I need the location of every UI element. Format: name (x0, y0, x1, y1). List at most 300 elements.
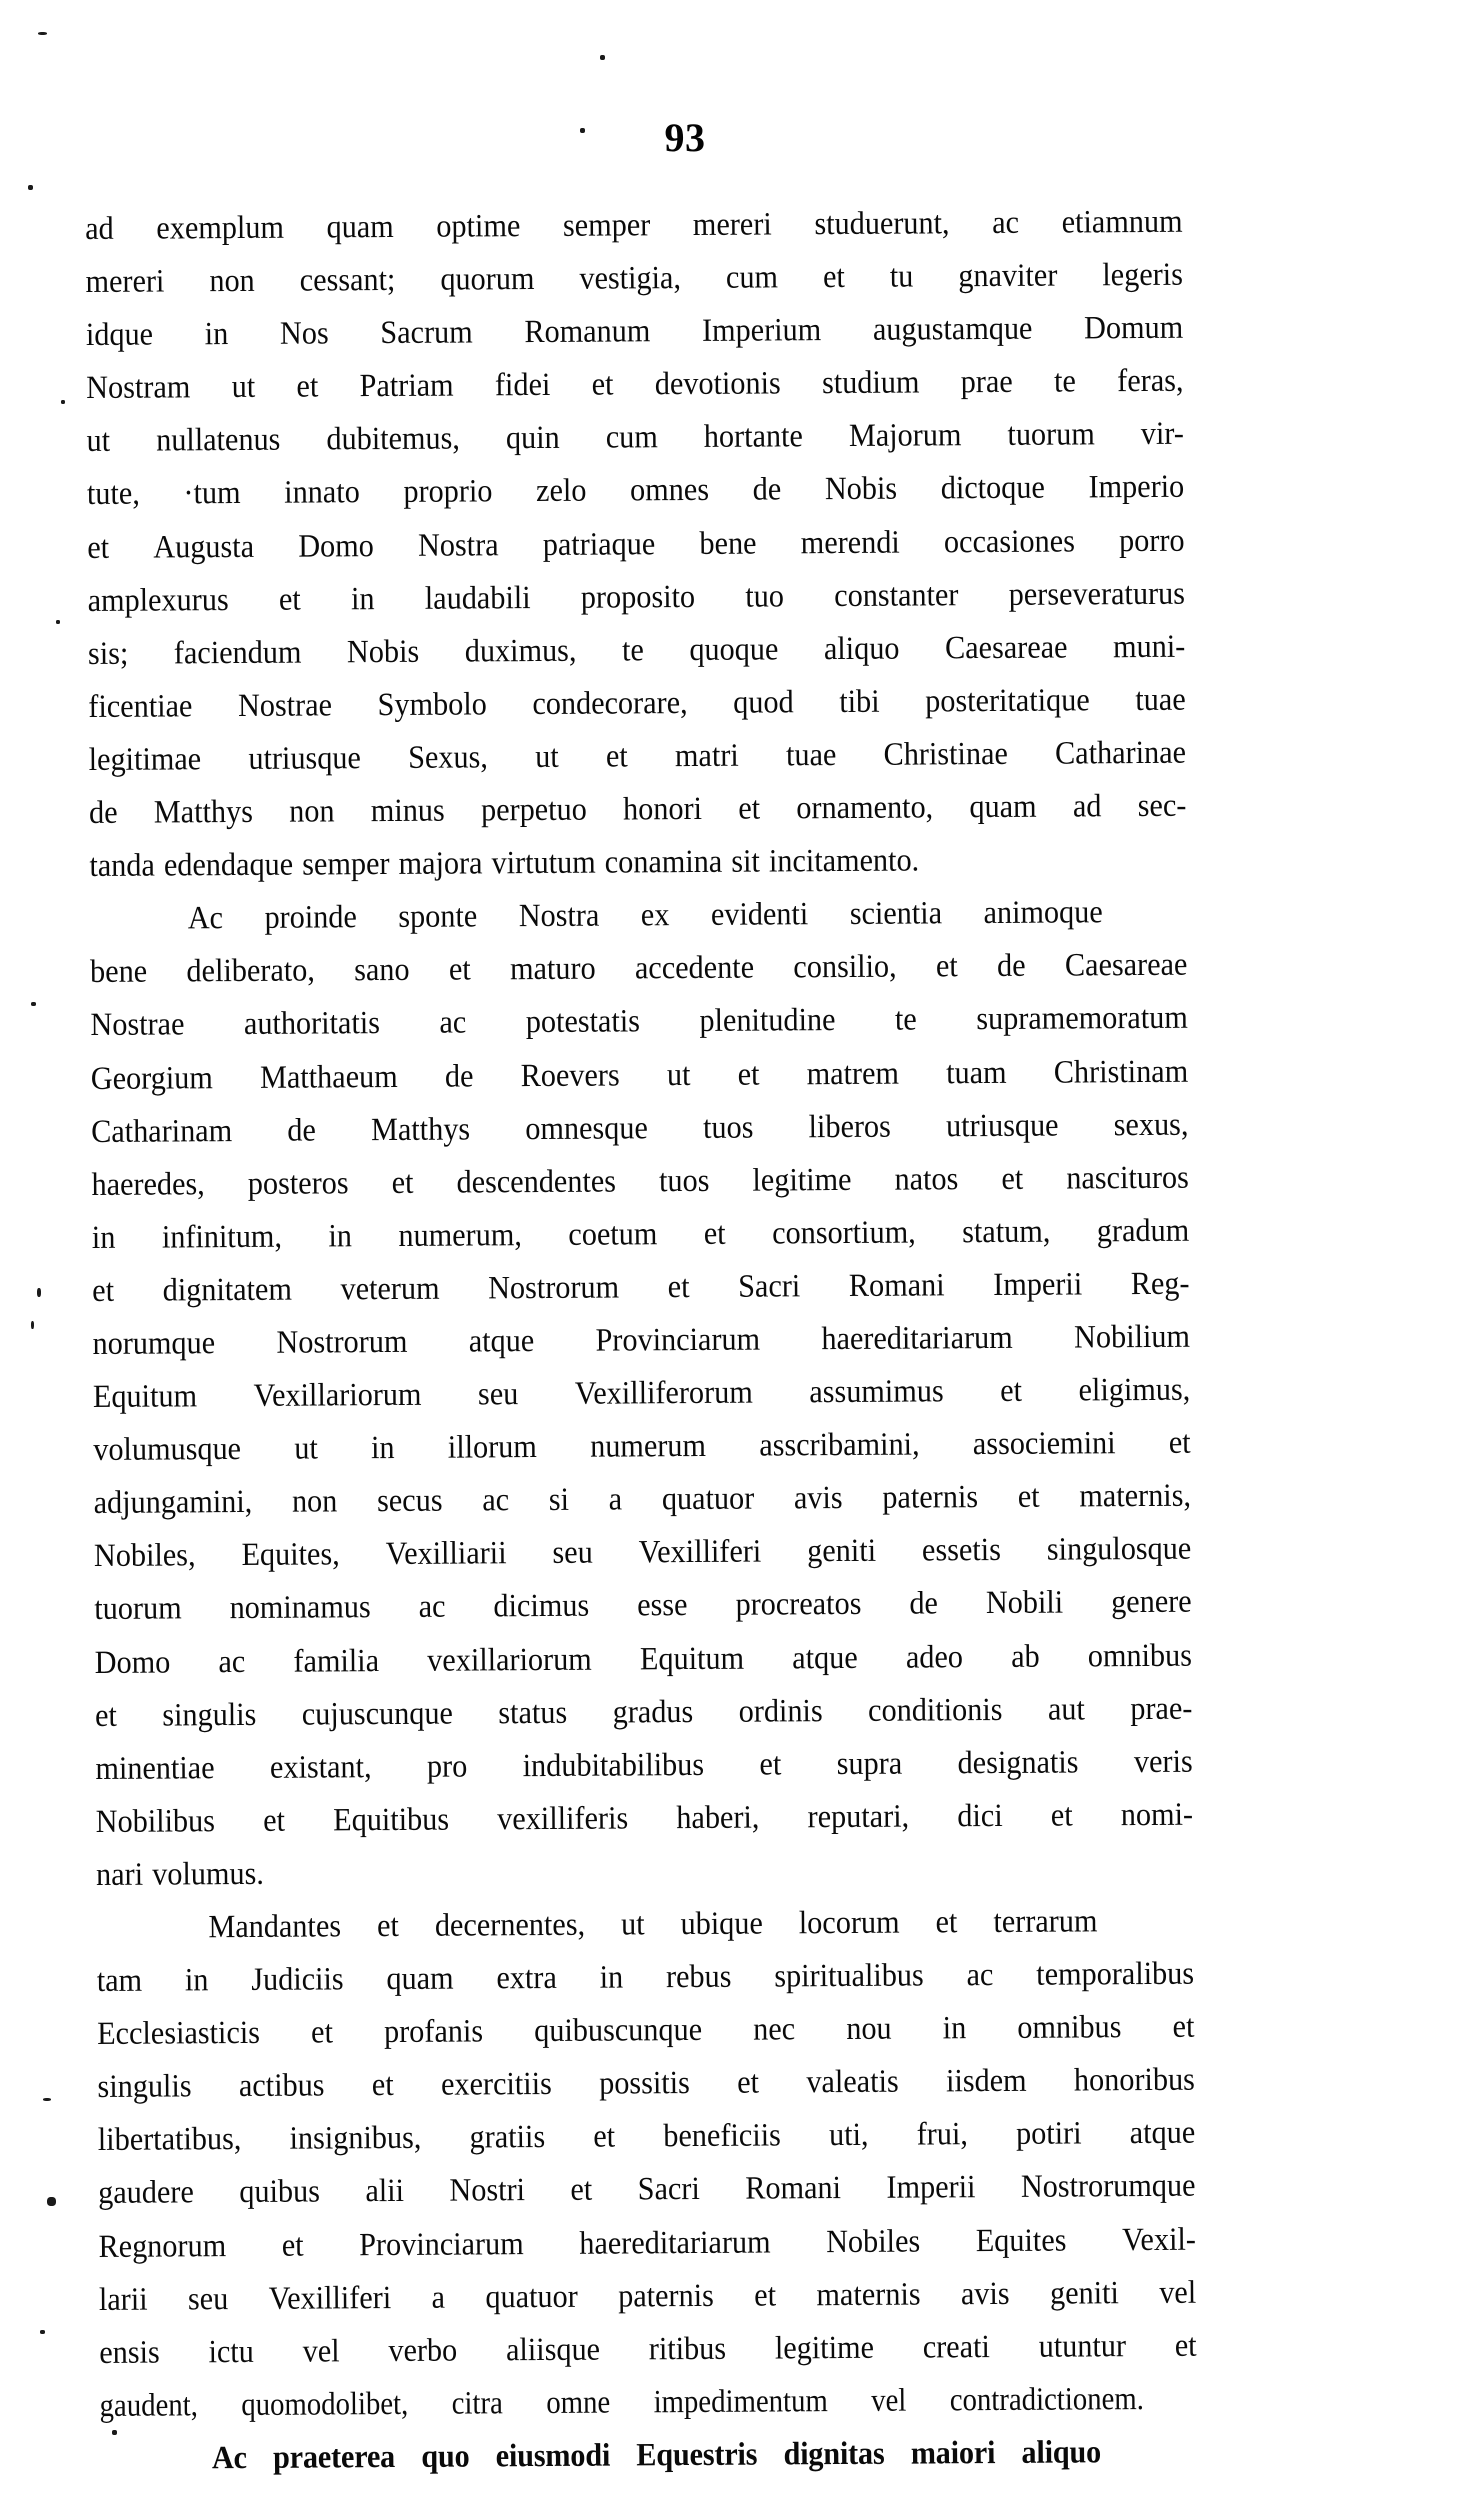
word: quibuscunque (534, 2012, 703, 2050)
word: Nostri (449, 2172, 526, 2210)
word: a (431, 2279, 446, 2316)
text-line-content (87, 514, 1185, 574)
word: et (1050, 1797, 1073, 1834)
word: a (608, 1481, 623, 1518)
word: non (291, 1483, 338, 1520)
word: ensis (99, 2334, 160, 2371)
word: sec- (1137, 787, 1187, 825)
word: consortium, (772, 1214, 916, 1252)
word: et (1001, 1160, 1024, 1197)
word: nascituros (1066, 1159, 1189, 1197)
text-line (89, 726, 1269, 787)
word: haereditariarum (579, 2224, 771, 2262)
word: te (621, 632, 644, 669)
word: Vexilliferorum (574, 1374, 753, 1412)
word: tuo (745, 578, 785, 615)
word: Caesareae (1064, 947, 1188, 984)
word: et (376, 1907, 399, 1945)
word: matri (674, 737, 739, 775)
word: frui, (916, 2116, 968, 2153)
word: praeterea (272, 2438, 396, 2476)
word: tam (96, 1962, 143, 2000)
word: pro (426, 1748, 468, 1785)
text-line-content (96, 1842, 1194, 1902)
word: locorum (798, 1904, 900, 1942)
word: Nostrorumque (1020, 2168, 1196, 2206)
word: ut (86, 423, 111, 460)
word: Matthaeum (259, 1058, 398, 1096)
word: geniti (807, 1533, 877, 1570)
word: in (91, 1219, 116, 1256)
word: legitimae (88, 741, 202, 778)
text-line (88, 673, 1268, 734)
word: tuos (658, 1162, 710, 1199)
word: omnes (629, 472, 710, 509)
word: semper (562, 207, 651, 244)
scan-speck (37, 1288, 41, 1297)
word: accedente (634, 949, 755, 987)
word: exemplum (156, 209, 285, 247)
word: tute, (86, 476, 140, 513)
word: Catharinam (91, 1112, 233, 1150)
text-line-content (98, 2160, 1196, 2220)
word: Provinciarum (595, 1321, 761, 1359)
word: et (738, 790, 761, 827)
word: haeredes, (91, 1165, 205, 1203)
word: Majorum (848, 417, 962, 455)
word: Nobili (985, 1584, 1064, 1622)
word: Imperii (993, 1266, 1083, 1303)
word: ·tum (183, 475, 241, 512)
word: proposito (580, 578, 696, 616)
word: et (935, 948, 958, 985)
word: tuae (1135, 681, 1186, 718)
word: ficentiae (88, 688, 193, 725)
word: maturo (509, 950, 596, 988)
text-line-content (89, 727, 1187, 787)
word: ubique (680, 1905, 763, 1943)
text-line (85, 248, 1265, 309)
word: conamina (604, 843, 723, 881)
word: ut (620, 1906, 645, 1943)
word: vexilliferis (497, 1800, 629, 1838)
word: aliquo (823, 630, 900, 667)
word: ad (85, 210, 114, 247)
word: Domo (298, 527, 374, 565)
word: et (1174, 2327, 1197, 2364)
word: maiori (910, 2434, 996, 2472)
word: minus (370, 792, 445, 830)
word: creati (922, 2328, 990, 2366)
word: cum (605, 419, 658, 456)
text-line (87, 514, 1267, 575)
word: gaudere (98, 2174, 194, 2212)
word: innato (284, 474, 360, 512)
text-line-content (97, 1948, 1195, 2008)
word: Equitum (639, 1640, 745, 1677)
text-line-content (188, 886, 1103, 945)
word: et (263, 1802, 286, 1839)
word: Matthys (370, 1111, 471, 1148)
word: utuntur (1038, 2327, 1127, 2365)
word: tuorum (94, 1590, 182, 1628)
word: occasiones (943, 523, 1076, 560)
word: rebus (665, 1958, 732, 1996)
word: Roevers (520, 1056, 620, 1094)
word: possitis (599, 2065, 690, 2102)
word: Christinam (1053, 1053, 1189, 1091)
word: insignibus, (289, 2120, 422, 2158)
word: Nostrae (237, 687, 333, 724)
word: posteros (247, 1164, 349, 1202)
word: numerum (590, 1428, 707, 1465)
word: profanis (383, 2013, 484, 2051)
text-line (86, 301, 1266, 362)
text-line (86, 408, 1266, 469)
word: eiusmodi (495, 2437, 611, 2475)
text-line-content (86, 355, 1184, 415)
word: muni- (1112, 628, 1186, 665)
scan-speck (38, 32, 47, 35)
word: Sexus, (408, 739, 489, 776)
word: designatis (957, 1744, 1079, 1781)
word: ac (482, 1482, 510, 1519)
word: ab (1011, 1638, 1040, 1675)
word: amplexurus (87, 581, 229, 619)
word: perpetuo (480, 791, 587, 829)
word: mereri (85, 263, 165, 301)
text-line (89, 832, 1269, 893)
word: potiri (1015, 2115, 1082, 2153)
word: utriusque (248, 740, 362, 777)
word: minentiae (95, 1749, 215, 1787)
word: Vexilliferi (638, 1533, 762, 1571)
word: gradum (1096, 1212, 1190, 1250)
text-line-content (99, 2266, 1197, 2326)
word: dubitemus, (326, 420, 461, 458)
word: de (444, 1057, 474, 1095)
word: Sacri (637, 2171, 700, 2208)
word: de (996, 948, 1026, 985)
text-line (93, 1363, 1273, 1424)
text-line-content (95, 1735, 1193, 1795)
word: status (498, 1694, 568, 1731)
word: descendentes (456, 1163, 617, 1201)
word: majora (398, 845, 483, 883)
word: gradus (612, 1693, 694, 1731)
word: tanda (89, 847, 155, 885)
text-line-content (97, 2001, 1195, 2061)
word: edendaque (163, 846, 294, 884)
word: ac (418, 1589, 446, 1626)
word: genere (1111, 1584, 1192, 1621)
text-line (91, 1045, 1271, 1106)
word: Nostra (518, 897, 600, 935)
word: et (391, 1164, 414, 1201)
word: atque (468, 1323, 535, 1360)
word: tuae (785, 736, 837, 774)
word: et (94, 1697, 117, 1734)
word: et (1017, 1478, 1040, 1516)
word: devotionis (654, 365, 781, 403)
word: et (737, 1056, 760, 1093)
text-line-content (87, 461, 1185, 521)
word: quo (421, 2438, 470, 2475)
word: et (278, 581, 301, 618)
word: ordinis (738, 1692, 823, 1730)
text-line (88, 620, 1268, 681)
word: nec (753, 2011, 796, 2048)
word: Ac (187, 900, 224, 937)
word: essetis (921, 1532, 1002, 1569)
word: Equitibus (333, 1801, 450, 1839)
word: paternis (882, 1479, 979, 1516)
word: et (448, 951, 471, 988)
text-line-content (85, 249, 1183, 309)
word: veris (1133, 1743, 1193, 1780)
word: Vexillariorum (253, 1376, 422, 1414)
text-line (98, 2107, 1278, 2168)
word: libertatibus, (97, 2121, 242, 2159)
word: quomodolibet, (241, 2385, 409, 2423)
word: et (737, 2064, 760, 2101)
scan-speck (28, 185, 33, 190)
word: associemini (972, 1425, 1116, 1463)
word: infinitum, (161, 1218, 283, 1256)
text-line (87, 567, 1267, 628)
word: ac (218, 1643, 246, 1680)
word: singulis (97, 2068, 192, 2106)
word: Christinae (883, 735, 1008, 773)
word: honoribus (1073, 2061, 1195, 2099)
word: legitime (752, 1161, 852, 1199)
paragraph (100, 2425, 1280, 2486)
text-line (93, 1416, 1273, 1477)
text-line-content (89, 780, 1187, 840)
word: potestatis (525, 1003, 641, 1041)
word: in (204, 316, 229, 353)
word: Vexilliferi (268, 2279, 392, 2317)
word: quibus (239, 2173, 321, 2211)
word: legitime (774, 2329, 875, 2367)
word: et (1172, 2008, 1195, 2046)
word: Vexilliarii (385, 1535, 507, 1573)
text-line-content (97, 2054, 1195, 2114)
word: Nostram (86, 369, 191, 407)
word: cessant; (299, 262, 396, 299)
text-line-content (99, 2373, 1144, 2433)
word: studuerunt, (814, 205, 950, 243)
word: impedimentum (653, 2382, 828, 2421)
scan-speck (580, 128, 585, 133)
word: fidei (494, 367, 551, 404)
word: faciendum (173, 634, 302, 672)
scan-speck (43, 2098, 51, 2101)
word: sexus, (1113, 1106, 1189, 1143)
word: Reg- (1130, 1265, 1190, 1302)
word: avis (960, 2275, 1010, 2312)
word: Sacri (738, 1268, 801, 1305)
word: ornamento, (796, 789, 934, 827)
word: procreatos (735, 1586, 862, 1624)
text-line (90, 938, 1270, 999)
word: et (570, 2172, 593, 2209)
word: geniti (1049, 2274, 1119, 2312)
word: et (92, 1272, 115, 1309)
paragraph (90, 885, 1277, 1902)
word: atque (792, 1639, 858, 1676)
word: seu (477, 1376, 519, 1413)
text-line-content (94, 1576, 1192, 1636)
word: paternis (618, 2277, 714, 2315)
word: Mandantes (208, 1908, 342, 1946)
word: terrarum (993, 1903, 1098, 1941)
word: alii (365, 2173, 405, 2210)
word: et (935, 1904, 958, 1941)
word: volumusque (93, 1431, 242, 1469)
word: vel (871, 2382, 907, 2419)
word: in (328, 1218, 353, 1255)
word: Nobis (346, 633, 420, 671)
text-line (91, 1098, 1271, 1159)
word: sis; (87, 635, 129, 672)
word: bene (89, 953, 148, 991)
word: proinde (264, 899, 357, 937)
word: quam (326, 208, 394, 246)
text-line-content (90, 992, 1188, 1052)
word: dictoque (940, 470, 1045, 507)
word: natos (894, 1160, 959, 1198)
word: et (1000, 1372, 1023, 1410)
word: temporalibus (1036, 1955, 1195, 1993)
word: Nos (279, 315, 329, 352)
word: et (296, 368, 319, 405)
word: in (350, 580, 375, 617)
word: Nobilibus (95, 1802, 216, 1840)
word: quorum (440, 261, 535, 298)
word: nomi- (1120, 1796, 1194, 1833)
text-line-content (90, 939, 1188, 999)
word: spiritualibus (774, 1957, 924, 1995)
word: honori (622, 790, 703, 828)
word: actibus (238, 2067, 325, 2105)
word: prae (960, 364, 1013, 401)
word: ritibus (648, 2330, 727, 2368)
word: duximus, (464, 632, 577, 670)
text-line (98, 2213, 1278, 2274)
text-line (92, 1257, 1272, 1318)
text-line (99, 2372, 1279, 2433)
word: zelo (535, 473, 587, 510)
word: sponte (398, 898, 478, 936)
word: condecorare, (532, 684, 688, 722)
word: ad (1072, 788, 1102, 825)
word: numerum, (398, 1216, 522, 1254)
scan-speck (112, 2430, 117, 2435)
text-line (95, 1735, 1275, 1796)
text-line (96, 1841, 1276, 1902)
word: de (909, 1585, 939, 1623)
word: adjungamini, (93, 1484, 253, 1522)
word: Equites, (241, 1536, 340, 1574)
word: ut (666, 1056, 691, 1093)
page-number: 93 (664, 115, 706, 160)
text-line-content (88, 674, 1186, 734)
word: supramemoratum (976, 1000, 1188, 1038)
word: vel (302, 2333, 340, 2370)
word: coetum (568, 1216, 658, 1253)
word: Nostra (417, 526, 499, 564)
word: esse (637, 1587, 688, 1624)
word: illorum (447, 1429, 537, 1466)
word: virtutum (491, 844, 596, 882)
word: vir- (1140, 416, 1185, 453)
text-line (97, 1947, 1277, 2008)
text-line (100, 2425, 1280, 2486)
word: quod (733, 684, 794, 721)
word: perseveraturus (1008, 575, 1186, 613)
word: authoritatis (243, 1005, 381, 1043)
word: Judiciis (251, 1961, 344, 1999)
text-line (86, 354, 1266, 415)
word: Imperii (886, 2169, 976, 2207)
word: nullatenus (156, 422, 281, 459)
text-line-content (95, 1629, 1193, 1689)
text-line-content (91, 1045, 1189, 1105)
word: ut (231, 369, 256, 406)
word: contradictionem. (949, 2380, 1145, 2419)
word: Catharinae (1054, 734, 1187, 772)
word: optime (436, 208, 521, 245)
word: adeo (905, 1638, 964, 1676)
word: secus (376, 1482, 443, 1520)
word: eligimus, (1078, 1371, 1191, 1409)
text-line-content (92, 1204, 1190, 1264)
word: extra (496, 1960, 557, 1997)
word: iisdem (945, 2063, 1027, 2100)
word: et (1168, 1424, 1191, 1461)
word: in (184, 1962, 209, 1999)
text-line-content (85, 196, 1183, 256)
scan-speck (600, 55, 605, 60)
word: singulosque (1046, 1531, 1192, 1568)
text-line (89, 779, 1269, 840)
word: incitamento. (768, 842, 920, 880)
word: mereri (692, 206, 772, 243)
text-line (94, 1522, 1274, 1583)
word: constanter (834, 576, 959, 614)
word: vel (1159, 2274, 1197, 2311)
word: liberos (808, 1108, 891, 1145)
word: Romanum (524, 313, 651, 351)
word: Nostrorum (276, 1323, 408, 1361)
word: sit (731, 843, 760, 880)
word: seu (187, 2280, 229, 2318)
word: ac (992, 204, 1020, 241)
word: Domo (94, 1643, 171, 1681)
word: omne (546, 2384, 611, 2421)
word: augustamque (872, 310, 1033, 348)
word: Romani (745, 2170, 842, 2208)
word: nou (846, 2010, 892, 2048)
word: atque (1129, 2115, 1196, 2152)
word: conditionis (867, 1691, 1003, 1729)
text-line-content (94, 1523, 1192, 1583)
word: citra (451, 2385, 503, 2422)
word: in (942, 2010, 967, 2047)
text-line (90, 885, 1270, 946)
word: nominamus (229, 1589, 371, 1627)
